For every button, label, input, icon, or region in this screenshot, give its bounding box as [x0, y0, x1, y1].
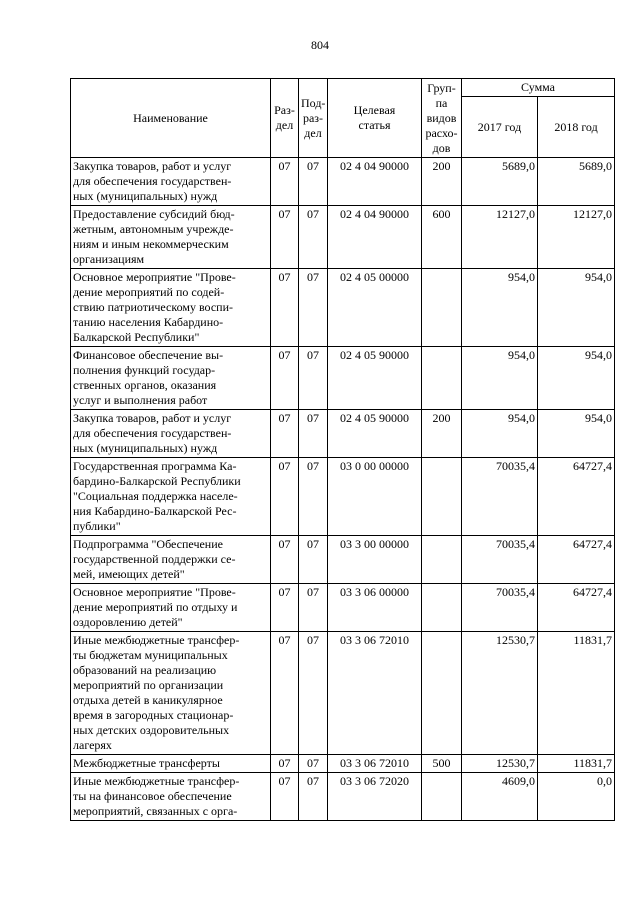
header-subsection: Под- раз- дел: [299, 79, 328, 158]
row-target: 03 3 00 00000: [328, 536, 422, 584]
row-2018: 64727,4: [538, 536, 615, 584]
row-section: 07: [271, 536, 299, 584]
row-subsection: 07: [299, 584, 328, 632]
row-group: [422, 773, 462, 821]
row-2018: 954,0: [538, 410, 615, 458]
row-2017: 70035,4: [462, 458, 538, 536]
row-2017: 70035,4: [462, 584, 538, 632]
row-2017: 954,0: [462, 410, 538, 458]
row-group: [422, 536, 462, 584]
row-subsection: 07: [299, 458, 328, 536]
row-subsection: 07: [299, 158, 328, 206]
row-section: 07: [271, 158, 299, 206]
row-2017: 954,0: [462, 269, 538, 347]
row-subsection: 07: [299, 755, 328, 773]
row-group: [422, 632, 462, 755]
row-2017: 12530,7: [462, 632, 538, 755]
table-row: [71, 206, 615, 269]
header-2018: 2018 год: [538, 97, 615, 158]
row-target: 03 0 00 00000: [328, 458, 422, 536]
row-target: 03 3 06 00000: [328, 584, 422, 632]
header-sum: Сумма: [462, 79, 615, 97]
row-2018: 11831,7: [538, 632, 615, 755]
row-name: Основное мероприятие "Прове- дение мероприятий по содей- ствию патриотическому воспи- танию населения Кабардино- Балкарской Республики": [71, 269, 271, 347]
row-name: Закупка товаров, работ и услуг для обеспечения государствен- ных (муниципальных) нужд: [71, 410, 271, 458]
row-section: 07: [271, 773, 299, 821]
table-row: [71, 755, 615, 773]
table-row: [71, 269, 615, 347]
row-target: 02 4 05 90000: [328, 410, 422, 458]
budget-table: [70, 78, 615, 821]
row-target: 02 4 05 90000: [328, 347, 422, 410]
row-group: 200: [422, 410, 462, 458]
row-section: 07: [271, 458, 299, 536]
row-section: 07: [271, 632, 299, 755]
row-2017: 954,0: [462, 347, 538, 410]
row-2018: 954,0: [538, 347, 615, 410]
row-group: [422, 347, 462, 410]
table-row: [71, 458, 615, 536]
row-group: 600: [422, 206, 462, 269]
row-subsection: 07: [299, 410, 328, 458]
row-section: 07: [271, 347, 299, 410]
row-subsection: 07: [299, 206, 328, 269]
row-2017: 70035,4: [462, 536, 538, 584]
row-target: 02 4 04 90000: [328, 206, 422, 269]
row-section: 07: [271, 755, 299, 773]
row-2018: 64727,4: [538, 584, 615, 632]
row-group: [422, 584, 462, 632]
header-target: Целевая статья: [328, 79, 422, 158]
row-2018: 5689,0: [538, 158, 615, 206]
row-2017: 12127,0: [462, 206, 538, 269]
row-target: 03 3 06 72020: [328, 773, 422, 821]
header-group: Груп- па видов расхо- дов: [422, 79, 462, 158]
header-section: Раз- дел: [271, 79, 299, 158]
row-name: Предоставление субсидий бюд- жетным, автономным учрежде- ниям и иным некоммерческим организациям: [71, 206, 271, 269]
row-name: Иные межбюджетные трансфер- ты на финансовое обеспечение мероприятий, связанных с орга-: [71, 773, 271, 821]
row-section: 07: [271, 269, 299, 347]
row-name: Иные межбюджетные трансфер- ты бюджетам муниципальных образований на реализацию мероприятий по организации отдыха детей в каникулярное время в загородных стационар- ных детских оздоровительных лагерях: [71, 632, 271, 755]
table-row: [71, 632, 615, 755]
row-group: [422, 458, 462, 536]
row-group: 200: [422, 158, 462, 206]
row-2018: 954,0: [538, 269, 615, 347]
row-subsection: 07: [299, 269, 328, 347]
row-name: Основное мероприятие "Прове- дение мероприятий по отдыху и оздоровлению детей": [71, 584, 271, 632]
row-section: 07: [271, 206, 299, 269]
row-2018: 0,0: [538, 773, 615, 821]
row-name: Подпрограмма "Обеспечение государственной поддержки се- мей, имеющих детей": [71, 536, 271, 584]
row-name: Государственная программа Ка- бардино-Балкарской Республики "Социальная поддержка населе- ния Кабардино-Балкарской Рес- публики": [71, 458, 271, 536]
row-subsection: 07: [299, 536, 328, 584]
table-row: [71, 410, 615, 458]
row-subsection: 07: [299, 773, 328, 821]
row-target: 03 3 06 72010: [328, 632, 422, 755]
row-name: Межбюджетные трансферты: [71, 755, 271, 773]
row-section: 07: [271, 410, 299, 458]
header-row-1: [71, 79, 615, 97]
row-name: Финансовое обеспечение вы- полнения функций государ- ственных органов, оказания услуг и выполнения работ: [71, 347, 271, 410]
row-target: 03 3 06 72010: [328, 755, 422, 773]
row-name: Закупка товаров, работ и услуг для обеспечения государствен- ных (муниципальных) нужд: [71, 158, 271, 206]
row-target: 02 4 04 90000: [328, 158, 422, 206]
row-target: 02 4 05 00000: [328, 269, 422, 347]
row-2018: 11831,7: [538, 755, 615, 773]
header-name: Наименование: [71, 79, 271, 158]
row-subsection: 07: [299, 632, 328, 755]
table-row: [71, 536, 615, 584]
row-section: 07: [271, 584, 299, 632]
row-subsection: 07: [299, 347, 328, 410]
row-2017: 4609,0: [462, 773, 538, 821]
row-2018: 64727,4: [538, 458, 615, 536]
header-2017: 2017 год: [462, 97, 538, 158]
row-group: [422, 269, 462, 347]
row-2017: 5689,0: [462, 158, 538, 206]
table-row: [71, 584, 615, 632]
table-row: [71, 773, 615, 821]
row-group: 500: [422, 755, 462, 773]
table-row: [71, 158, 615, 206]
table-row: [71, 347, 615, 410]
row-2017: 12530,7: [462, 755, 538, 773]
page-number: 804: [311, 38, 329, 52]
row-2018: 12127,0: [538, 206, 615, 269]
